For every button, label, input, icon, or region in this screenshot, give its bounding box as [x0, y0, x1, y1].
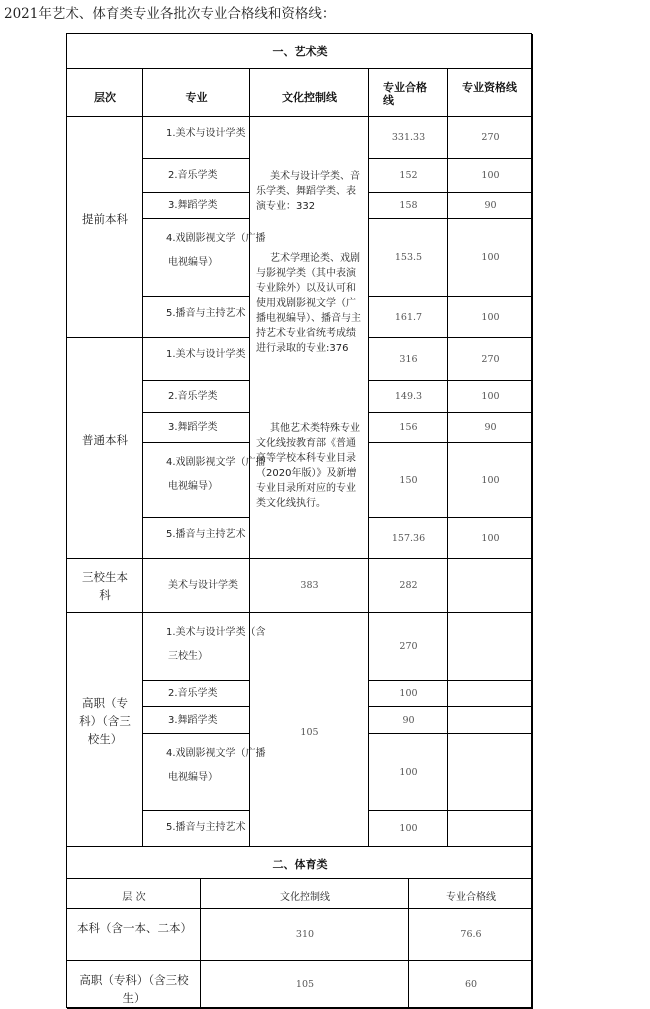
elig-value: 100 [481, 170, 500, 181]
score-table [66, 33, 532, 1008]
qual-value: 316 [399, 353, 418, 365]
culture-vocational-value: 105 [300, 727, 319, 738]
major-label: 3.舞蹈学类 [168, 422, 218, 433]
major-label: 4.戏剧影视文学（广播电视编导） [166, 748, 266, 783]
header-qual: 专业合格线 [383, 81, 427, 107]
header-culture: 文化控制线 [282, 91, 337, 104]
major-label: 3.舞蹈学类 [168, 714, 218, 726]
level-label: 普通本科 [82, 432, 128, 447]
elig-value: 270 [481, 132, 500, 143]
major-label: 3.舞蹈学类 [168, 200, 218, 211]
elig-value: 90 [484, 422, 497, 433]
elig-cell [448, 734, 533, 811]
major-label: 2.音乐学类 [168, 391, 218, 402]
qual-value: 156 [399, 422, 418, 433]
qual-value: 100 [399, 823, 418, 834]
art-section-title: 一、艺术类 [272, 45, 328, 58]
sports-header-level: 层 次 [122, 892, 146, 903]
elig-value: 100 [481, 311, 500, 323]
qual-value: 150 [399, 474, 418, 486]
major-label: 4.戏剧影视文学（广播电视编导） [166, 457, 266, 492]
sports-section-title: 二、体育类 [272, 858, 328, 871]
level-cell [67, 117, 143, 338]
sports-qual-value: 76.6 [460, 929, 482, 940]
qual-value: 152 [399, 170, 418, 181]
qual-value: 153.5 [394, 252, 423, 263]
qual-value: 100 [399, 766, 418, 778]
major-label: 5.播音与主持艺术 [166, 822, 246, 833]
elig-value: 100 [481, 474, 500, 486]
level-label: 提前本科 [82, 211, 128, 226]
page-heading: 2021年艺术、体育类专业各批次专业合格线和资格线： [4, 6, 336, 22]
major-label: 2.音乐学类 [168, 688, 218, 699]
sports-qual-value: 60 [464, 979, 478, 990]
elig-cell [448, 707, 533, 734]
culture-note-1: 美术与设计学类、音乐学类、舞蹈学类、表演专业：332 [256, 171, 360, 212]
major-label: 5.播音与主持艺术 [166, 308, 246, 319]
elig-cell [448, 559, 533, 613]
elig-cell [448, 681, 533, 707]
culture-note-2: 艺术学理论类、戏剧与影视学类（其中表演专业除外）以及认可和使用戏剧影视文学（广播电视编导）、播音与主持艺术专业省统考成绩进行录取的专业:376 [256, 253, 361, 354]
qual-value: 282 [399, 580, 418, 591]
elig-value: 100 [481, 252, 500, 263]
major-label: 1.美术与设计学类 [166, 128, 246, 139]
qual-value: 158 [399, 200, 418, 211]
elig-cell [448, 613, 533, 681]
qual-value: 161.7 [394, 311, 423, 323]
qual-value: 100 [399, 688, 418, 699]
culture-value: 383 [300, 580, 319, 591]
header-level: 层次 [94, 91, 116, 104]
sports-culture-value: 105 [295, 979, 315, 990]
qual-value: 331.33 [391, 132, 426, 143]
sports-level-label: 本科（含一本、二本） [77, 921, 192, 935]
sports-header-culture: 文化控制线 [280, 892, 330, 903]
qual-value: 270 [399, 641, 418, 652]
level-label: 三校生本科 [82, 570, 128, 602]
major-label: 2.音乐学类 [168, 170, 218, 181]
qual-value: 90 [402, 714, 415, 726]
header-elig: 专业资格线 [462, 81, 517, 94]
major-label: 1.美术与设计学类 [166, 349, 246, 360]
sports-level-label: 高职（专科）（含三校生） [79, 973, 189, 1005]
header-major: 专业 [185, 91, 208, 104]
major-label: 美术与设计学类 [168, 580, 238, 591]
level-label: 高职（专科）（含三校生） [79, 696, 131, 746]
culture-note-3: 其他艺术类特殊专业文化线按教育部《普通高等学校本科专业目录（2020年版）》及新增专业目录所对应的专业类文化线执行。 [256, 423, 360, 509]
qual-value: 149.3 [394, 391, 423, 402]
level-cell [67, 338, 143, 559]
elig-value: 100 [481, 532, 500, 544]
elig-value: 100 [481, 391, 500, 402]
major-label: 4.戏剧影视文学（广播电视编导） [166, 233, 266, 268]
sports-header-qual: 专业合格线 [446, 892, 496, 903]
elig-value: 90 [484, 200, 497, 211]
qual-value: 157.36 [391, 532, 426, 544]
elig-value: 270 [481, 353, 500, 365]
major-label: 1.美术与设计学类（含三校生） [166, 627, 266, 662]
sports-culture-value: 310 [295, 929, 315, 940]
major-label: 5.播音与主持艺术 [166, 529, 246, 540]
elig-cell [448, 811, 533, 847]
